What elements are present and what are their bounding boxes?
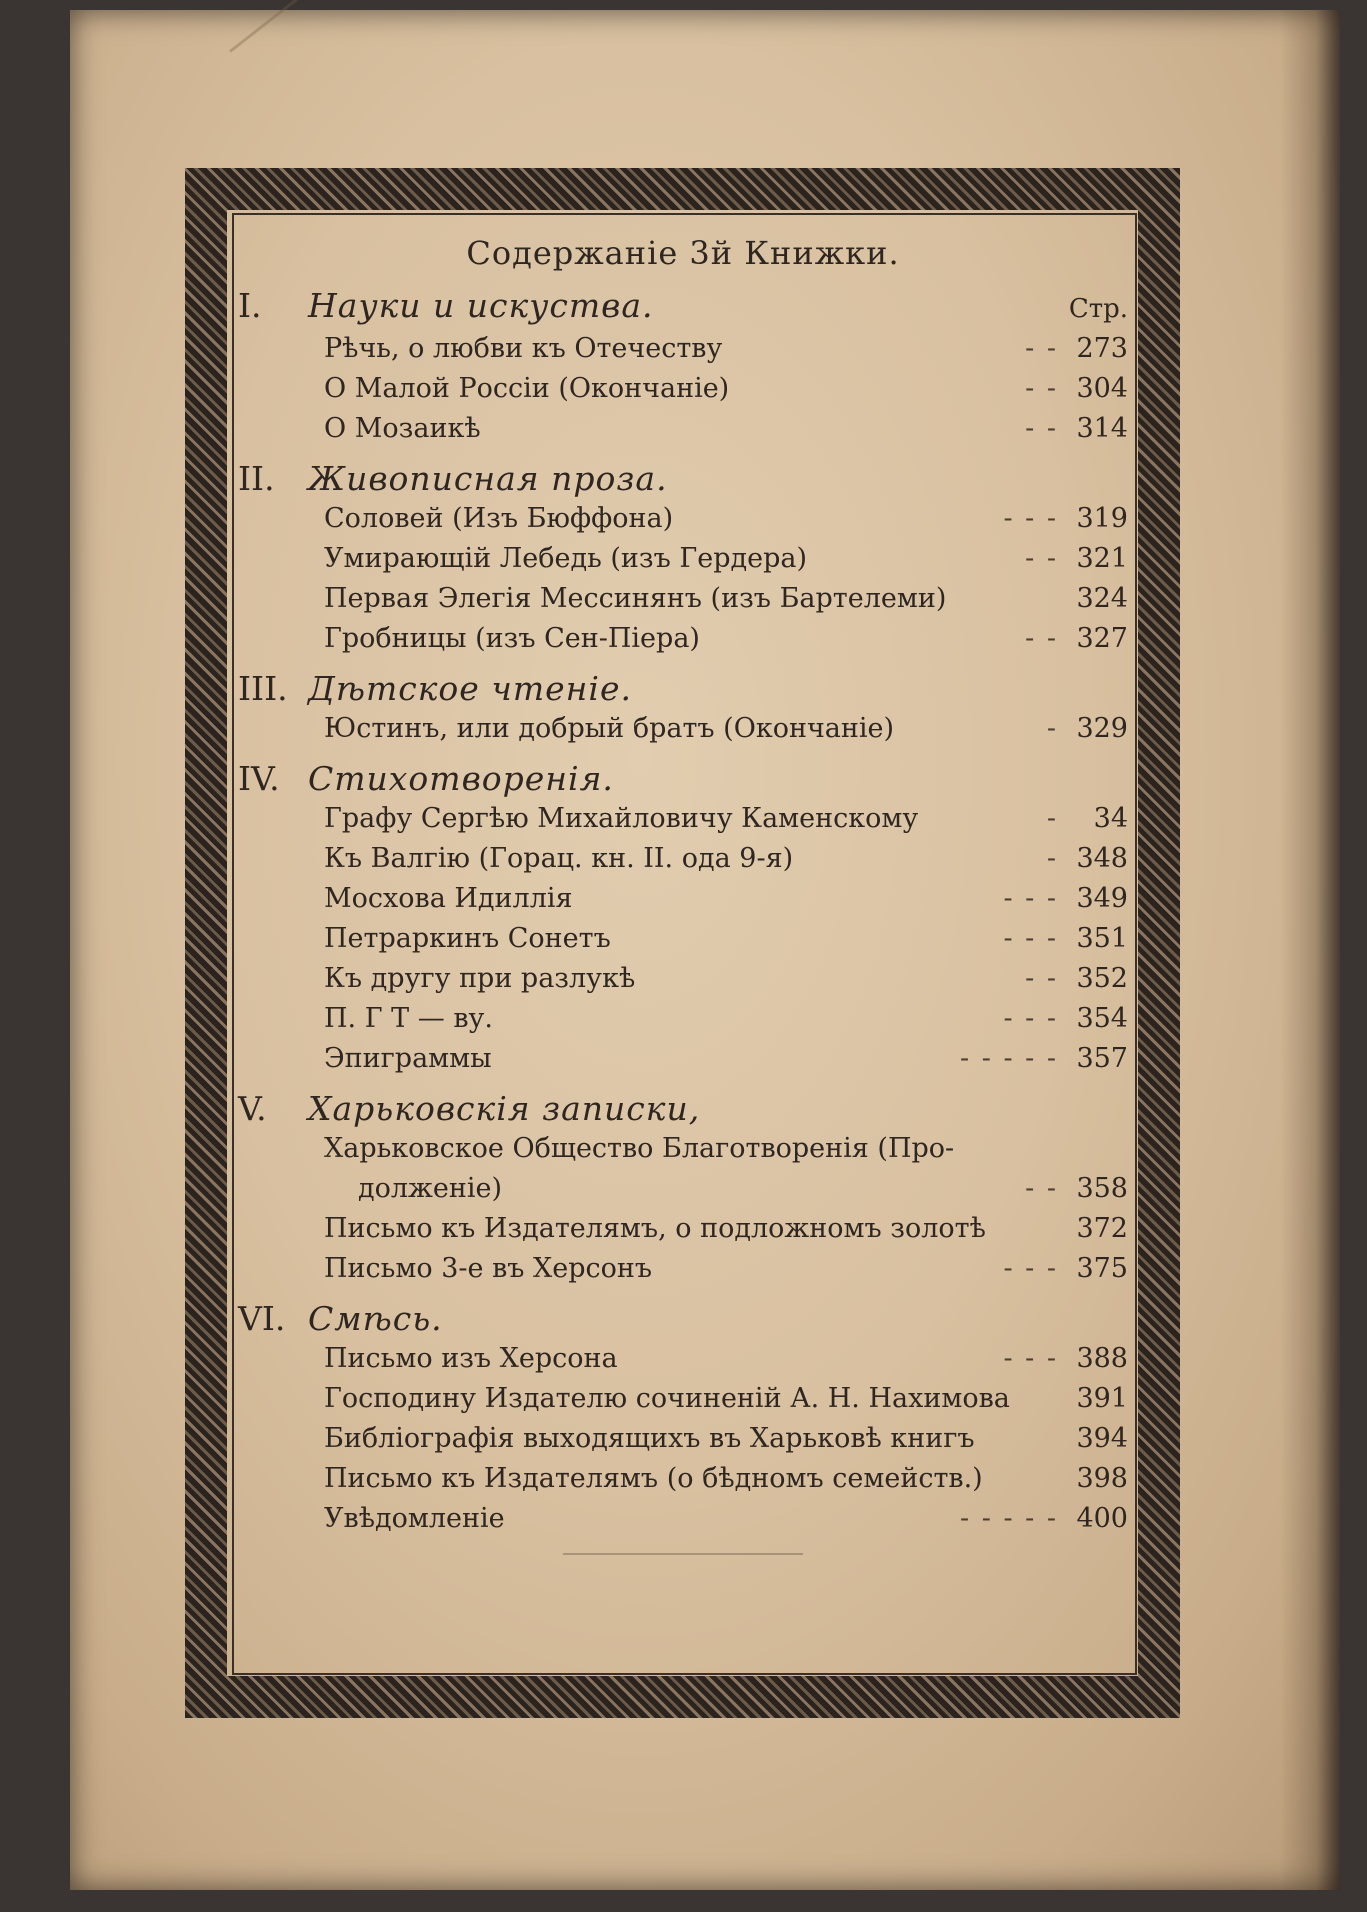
section-title: Харьковскiя записки, [308, 1089, 701, 1128]
entry-page-number: 358 [1076, 1173, 1128, 1204]
entry-title: О Мозаикѣ [324, 413, 481, 444]
entry-title: Увѣдомленiе [324, 1503, 505, 1534]
entry-title: Библiографiя выходящихъ въ Харьковѣ книгъ [324, 1423, 975, 1454]
toc-section [238, 1299, 1128, 1539]
entry-title: Господину Издателю сочиненiй А. Н. Нахимова [324, 1383, 1010, 1414]
section-number: III. [238, 669, 288, 708]
entry-title: Къ Валгiю (Горац. кн. II. ода 9-я) [324, 843, 794, 874]
entry-leader: - - [1025, 373, 1058, 404]
entry-leader: - - - [1003, 1343, 1058, 1374]
table-of-contents [238, 222, 1128, 1662]
entry-page-number: 304 [1076, 373, 1128, 404]
entry-page-number: 388 [1076, 1343, 1128, 1374]
toc-section [238, 759, 1128, 1079]
toc-entry [238, 1129, 1128, 1169]
entry-title: Графу Сергѣю Михайловичу Каменскому [324, 803, 919, 834]
entry-page-number: 324 [1076, 583, 1128, 614]
entry-title: Письмо къ Издателямъ, о подложномъ золотѣ [324, 1213, 986, 1244]
toc-entry [238, 1209, 1128, 1249]
toc-entry [238, 1379, 1128, 1419]
toc-section [238, 459, 1128, 659]
entry-title: Гробницы (изъ Сен-Пiера) [324, 623, 700, 654]
entry-page-number: 398 [1076, 1463, 1128, 1494]
section-number: V. [238, 1089, 267, 1128]
section-title: Живописная проза. [308, 459, 668, 498]
entry-page-number: 273 [1076, 333, 1128, 364]
toc-entry [238, 1249, 1128, 1289]
section-number: VI. [238, 1299, 286, 1338]
entry-title: Умирающiй Лебедь (изъ Гердера) [324, 543, 808, 574]
section-title: Стихотворенiя. [308, 759, 614, 798]
entry-title: П. Г Т — ву. [324, 1003, 494, 1034]
toc-entry [238, 1459, 1128, 1499]
entry-page-number: 329 [1076, 713, 1128, 744]
entry-leader: - - - [1003, 503, 1058, 534]
entry-leader: - [1046, 803, 1058, 834]
entry-title: Мосхова Идиллiя [324, 883, 573, 914]
entry-page-number: 327 [1076, 623, 1128, 654]
entry-title: Письмо изъ Херсона [324, 1343, 618, 1374]
toc-sections [238, 286, 1128, 1539]
entry-page-number: 372 [1076, 1213, 1128, 1244]
entry-page-number: 351 [1076, 923, 1128, 954]
entry-page-number: 319 [1076, 503, 1128, 534]
toc-entry [238, 1339, 1128, 1379]
toc-entry [238, 499, 1128, 539]
entry-title: Къ другу при разлукѣ [324, 963, 636, 994]
entry-leader: - - - - - [960, 1043, 1058, 1074]
entry-leader: - - - [1003, 1003, 1058, 1034]
entry-page-number: 394 [1076, 1423, 1128, 1454]
entry-leader: - - [1025, 543, 1058, 574]
page-title: Содержанiе 3й Книжки. [466, 234, 900, 272]
page-column-heading: Стр. [1068, 294, 1128, 324]
entry-title: Рѣчь, о любви къ Отечеству [324, 333, 723, 364]
entry-page-number: 314 [1076, 413, 1128, 444]
page-binding-edge [1280, 10, 1340, 1890]
closing-rule [563, 1553, 803, 1555]
toc-entry [238, 409, 1128, 449]
entry-page-number: 354 [1076, 1003, 1128, 1034]
entry-page-number: 352 [1076, 963, 1128, 994]
toc-section [238, 669, 1128, 749]
toc-entry [238, 579, 1128, 619]
section-heading [238, 459, 1128, 499]
toc-entry [238, 999, 1128, 1039]
toc-section [238, 286, 1128, 449]
section-heading [238, 1089, 1128, 1129]
toc-entry [238, 619, 1128, 659]
section-heading [238, 759, 1128, 799]
entry-leader: - - [1025, 963, 1058, 994]
toc-section [238, 1089, 1128, 1289]
section-title: Дѣтское чтенiе. [308, 669, 632, 708]
toc-entry [238, 1419, 1128, 1459]
toc-entry [238, 1039, 1128, 1079]
entry-title: Письмо 3-е въ Херсонъ [324, 1253, 653, 1284]
toc-entry [238, 839, 1128, 879]
section-title: Смѣсь. [308, 1299, 443, 1338]
entry-leader: - [1046, 843, 1058, 874]
section-number: I. [238, 286, 262, 325]
entry-title: Эпиграммы [324, 1043, 492, 1074]
toc-entry [238, 799, 1128, 839]
entry-leader: - - [1025, 1173, 1058, 1204]
toc-entry [238, 959, 1128, 999]
entry-page-number: 357 [1076, 1043, 1128, 1074]
entry-leader: - - - [1003, 883, 1058, 914]
section-heading [238, 286, 1128, 329]
entry-leader: - - [1025, 413, 1058, 444]
section-heading [238, 1299, 1128, 1339]
entry-page-number: 349 [1076, 883, 1128, 914]
section-number: IV. [238, 759, 280, 798]
toc-entry [238, 369, 1128, 409]
entry-leader: - [1046, 713, 1058, 744]
entry-page-number: 348 [1076, 843, 1128, 874]
toc-entry [238, 1499, 1128, 1539]
entry-title: Первая Элегiя Мессинянъ (изъ Бартелеми) [324, 583, 947, 614]
toc-entry [238, 329, 1128, 369]
entry-title: Письмо къ Издателямъ (о бѣдномъ семейств.) [324, 1463, 983, 1494]
entry-title: О Малой Россiи (Окончанiе) [324, 373, 730, 404]
toc-entry [238, 879, 1128, 919]
toc-entry [238, 539, 1128, 579]
entry-page-number: 375 [1076, 1253, 1128, 1284]
entry-title: Юстинъ, или добрый братъ (Окончанiе) [324, 713, 895, 744]
page-crease [229, 0, 436, 53]
entry-leader: - - - [1003, 1253, 1058, 1284]
entry-leader: - - - [1003, 923, 1058, 954]
entry-leader: - - - - - [960, 1503, 1058, 1534]
entry-title: долженiе) [358, 1173, 502, 1204]
entry-title: Соловей (Изъ Бюффона) [324, 503, 674, 534]
section-heading [238, 669, 1128, 709]
entry-page-number: 321 [1076, 543, 1128, 574]
toc-entry [238, 1169, 1128, 1209]
section-number: II. [238, 459, 275, 498]
entry-page-number: 391 [1076, 1383, 1128, 1414]
entry-page-number: 34 [1093, 803, 1128, 834]
entry-leader: - - [1025, 623, 1058, 654]
entry-page-number: 400 [1076, 1503, 1128, 1534]
entry-title: Харьковское Общество Благотворенiя (Про- [324, 1133, 955, 1164]
toc-entry [238, 919, 1128, 959]
toc-entry [238, 709, 1128, 749]
section-title: Науки и искуства. [308, 286, 654, 325]
entry-leader: - - [1025, 333, 1058, 364]
entry-title: Петраркинъ Сонетъ [324, 923, 611, 954]
